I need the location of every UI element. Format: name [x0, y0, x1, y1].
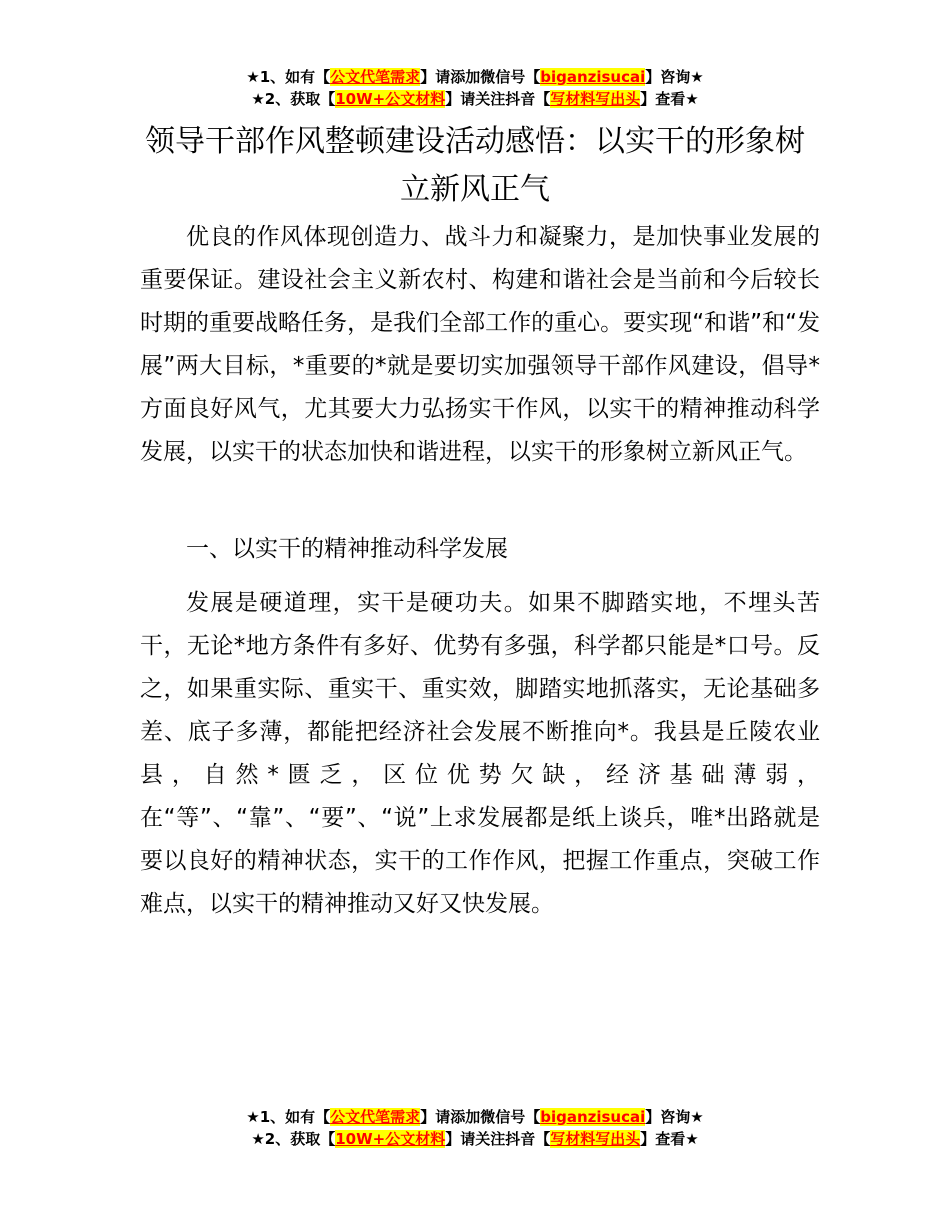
promo-highlight: 公文代笔需求 [330, 1108, 421, 1126]
promo-highlight: 写材料写出头 [550, 90, 641, 108]
promo-text: 】查看★ [640, 1130, 699, 1148]
promo-highlight: 10W+公文材料 [335, 1130, 446, 1148]
promo-text: 】请添加微信号【 [420, 1108, 541, 1126]
document-title: 领导干部作风整顿建设活动感悟：以实干的形象树立新风正气 [145, 124, 805, 207]
promo-highlight: biganzisucai [540, 1108, 646, 1126]
promo-text: 】咨询★ [645, 68, 704, 86]
promo-highlight: biganzisucai [540, 68, 646, 86]
body-paragraph-1: 优良的作风体现创造力、战斗力和凝聚力，是加快事业发展的重要保证。建设社会主义新农村、构建和谐社会是当前和今后较长时期的重要战略任务，是我们全部工作的重心。要实现“和谐”和“发展”两大目标，*重要的*就是要切实加强领导干部作风建设，倡导*方面良好风气，尤其要大力弘扬实干作风，以实干的精神推动科学发展，以实干的状态加快和谐进程，以实干的形象树立新风正气。 [140, 224, 820, 465]
promo-text: 】咨询★ [645, 1108, 704, 1126]
promo-line-2 [0, 1128, 950, 1150]
promo-highlight: 公文代笔需求 [330, 68, 421, 86]
footer-promo-banner [0, 1106, 950, 1150]
promo-line-2 [0, 88, 950, 110]
promo-text: 】请添加微信号【 [420, 68, 541, 86]
promo-text: ★1、如有【 [246, 68, 331, 86]
promo-text: 】请关注抖音【 [445, 90, 551, 108]
promo-text: 】查看★ [640, 90, 699, 108]
section-heading-1: 一、以实干的精神推动科学发展 [186, 536, 508, 562]
body-paragraph-2: 发展是硬道理，实干是硬功夫。如果不脚踏实地，不埋头苦干，无论*地方条件有多好、优势有多强，科学都只能是*口号。反之，如果重实际、重实干、重实效，脚踏实地抓落实，无论基础多差、底子多薄，都能把经济社会发展不断推向*。我县是丘陵农业县，自然*匮乏，区位优势欠缺，经济基础薄弱，在“等”、“靠”、“要”、“说”上求发展都是纸上谈兵，唯*出路就是要以良好的精神状态，实干的工作作风，把握工作重点，突破工作难点，以实干的精神推动又好又快发展。 [140, 590, 820, 917]
promo-text: ★2、获取【 [251, 1130, 336, 1148]
promo-line-1 [0, 66, 950, 88]
promo-highlight: 10W+公文材料 [335, 90, 446, 108]
promo-highlight: 写材料写出头 [550, 1130, 641, 1148]
promo-text: 】请关注抖音【 [445, 1130, 551, 1148]
promo-text: ★1、如有【 [246, 1108, 331, 1126]
promo-text: ★2、获取【 [251, 90, 336, 108]
header-promo-banner [0, 66, 950, 110]
promo-line-1 [0, 1106, 950, 1128]
